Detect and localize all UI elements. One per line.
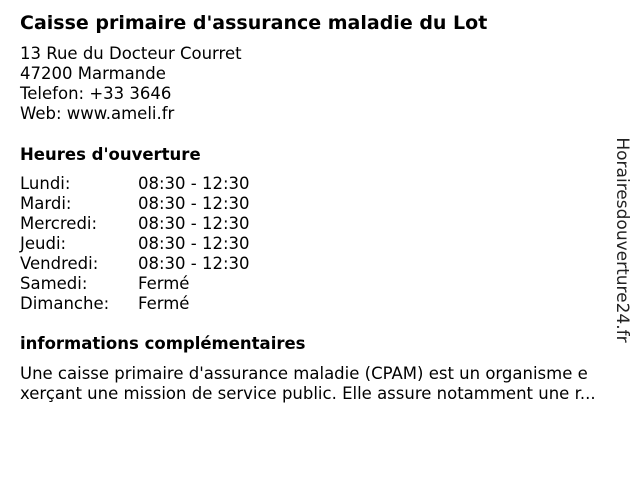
description-line: xerçant une mission de service public. Elle assure notamment une r... xyxy=(20,384,596,403)
hours-row-wednesday xyxy=(20,214,250,234)
opening-hours-list xyxy=(20,174,250,314)
day-label: Dimanche: xyxy=(20,294,110,313)
description-line: Une caisse primaire d'assurance maladie (CPAM) est un organisme e xyxy=(20,364,588,383)
address-block xyxy=(20,44,242,124)
address-phone: Telefon: +33 3646 xyxy=(20,84,172,103)
info-heading: informations complémentaires xyxy=(20,334,306,353)
watermark-text: Horairesdouverture24.fr xyxy=(612,137,632,343)
hours-row-sunday xyxy=(20,294,250,314)
day-label: Lundi: xyxy=(20,174,71,193)
address-city: 47200 Marmande xyxy=(20,64,166,83)
hours-row-saturday xyxy=(20,274,250,294)
day-label: Mardi: xyxy=(20,194,72,213)
day-label: Samedi: xyxy=(20,274,88,293)
time-value: 08:30 - 12:30 xyxy=(138,234,250,253)
time-value: 08:30 - 12:30 xyxy=(138,194,250,213)
address-web: Web: www.ameli.fr xyxy=(20,104,175,123)
hours-heading: Heures d'ouverture xyxy=(20,145,201,164)
time-value: 08:30 - 12:30 xyxy=(138,254,250,273)
address-street: 13 Rue du Docteur Courret xyxy=(20,44,242,63)
description-text xyxy=(20,364,625,404)
day-label: Mercredi: xyxy=(20,214,98,233)
hours-row-monday xyxy=(20,174,250,194)
day-label: Vendredi: xyxy=(20,254,99,273)
time-value: Fermé xyxy=(138,274,190,293)
time-value: 08:30 - 12:30 xyxy=(138,214,250,233)
hours-row-tuesday xyxy=(20,194,250,214)
hours-row-friday xyxy=(20,254,250,274)
hours-row-thursday xyxy=(20,234,250,254)
page-title: Caisse primaire d'assurance maladie du Lot xyxy=(20,12,488,34)
time-value: 08:30 - 12:30 xyxy=(138,174,250,193)
time-value: Fermé xyxy=(138,294,190,313)
day-label: Jeudi: xyxy=(20,234,67,253)
